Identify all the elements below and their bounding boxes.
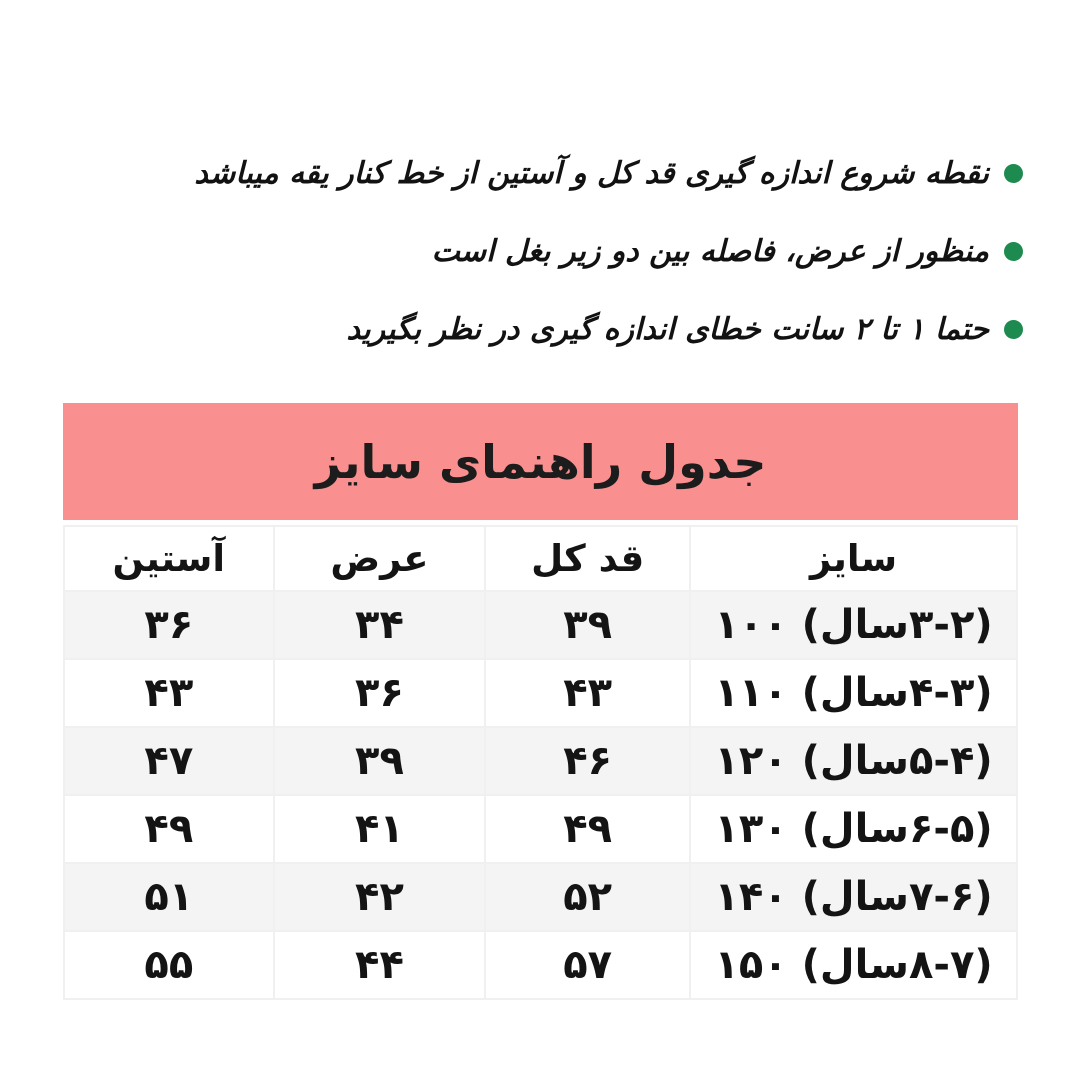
- cell-width: ۳۴: [274, 591, 486, 659]
- cell-sleeve: ۴۳: [64, 659, 274, 727]
- bullet-dot-icon: [1004, 164, 1023, 183]
- cell-width: ۴۲: [274, 863, 486, 931]
- measurement-notes: [194, 152, 1023, 386]
- column-header-total-length: قد کل: [485, 526, 690, 591]
- table-row: [64, 659, 1017, 727]
- cell-total-length: ۵۷: [485, 931, 690, 999]
- cell-total-length: ۳۹: [485, 591, 690, 659]
- cell-total-length: ۴۳: [485, 659, 690, 727]
- cell-sleeve: ۵۱: [64, 863, 274, 931]
- cell-sleeve: ۴۹: [64, 795, 274, 863]
- table-row: [64, 863, 1017, 931]
- table-row: [64, 727, 1017, 795]
- size-guide-section: [63, 403, 1018, 1000]
- cell-size: (۶-۵سال) ۱۳۰: [690, 795, 1017, 863]
- note-text: نقطه شروع اندازه گیری قد کل و آستین از خط کنار یقه میباشد: [194, 155, 989, 191]
- size-table: [63, 525, 1018, 1000]
- cell-size: (۴-۳سال) ۱۱۰: [690, 659, 1017, 727]
- bullet-dot-icon: [1004, 242, 1023, 261]
- cell-sleeve: ۳۶: [64, 591, 274, 659]
- cell-width: ۳۹: [274, 727, 486, 795]
- cell-sleeve: ۴۷: [64, 727, 274, 795]
- bullet-dot-icon: [1004, 320, 1023, 339]
- table-row: [64, 931, 1017, 999]
- column-header-sleeve: آستین: [64, 526, 274, 591]
- cell-total-length: ۴۶: [485, 727, 690, 795]
- cell-width: ۴۴: [274, 931, 486, 999]
- cell-total-length: ۴۹: [485, 795, 690, 863]
- note-text: منظور از عرض، فاصله بین دو زیر بغل است: [431, 233, 989, 269]
- column-header-size: سایز: [690, 526, 1017, 591]
- cell-size: (۵-۴سال) ۱۲۰: [690, 727, 1017, 795]
- cell-sleeve: ۵۵: [64, 931, 274, 999]
- column-header-width: عرض: [274, 526, 486, 591]
- note-item: [194, 308, 1023, 350]
- table-header-row: [64, 526, 1017, 591]
- note-item: [194, 230, 1023, 272]
- note-item: [194, 152, 1023, 194]
- cell-size: (۸-۷سال) ۱۵۰: [690, 931, 1017, 999]
- cell-width: ۴۱: [274, 795, 486, 863]
- table-row: [64, 591, 1017, 659]
- cell-width: ۳۶: [274, 659, 486, 727]
- note-text: حتما ۱ تا ۲ سانت خطای اندازه گیری در نظر بگیرید: [346, 311, 989, 347]
- cell-size: (۳-۲سال) ۱۰۰: [690, 591, 1017, 659]
- cell-total-length: ۵۲: [485, 863, 690, 931]
- table-row: [64, 795, 1017, 863]
- cell-size: (۷-۶سال) ۱۴۰: [690, 863, 1017, 931]
- size-table-title: جدول راهنمای سایز: [63, 403, 1018, 520]
